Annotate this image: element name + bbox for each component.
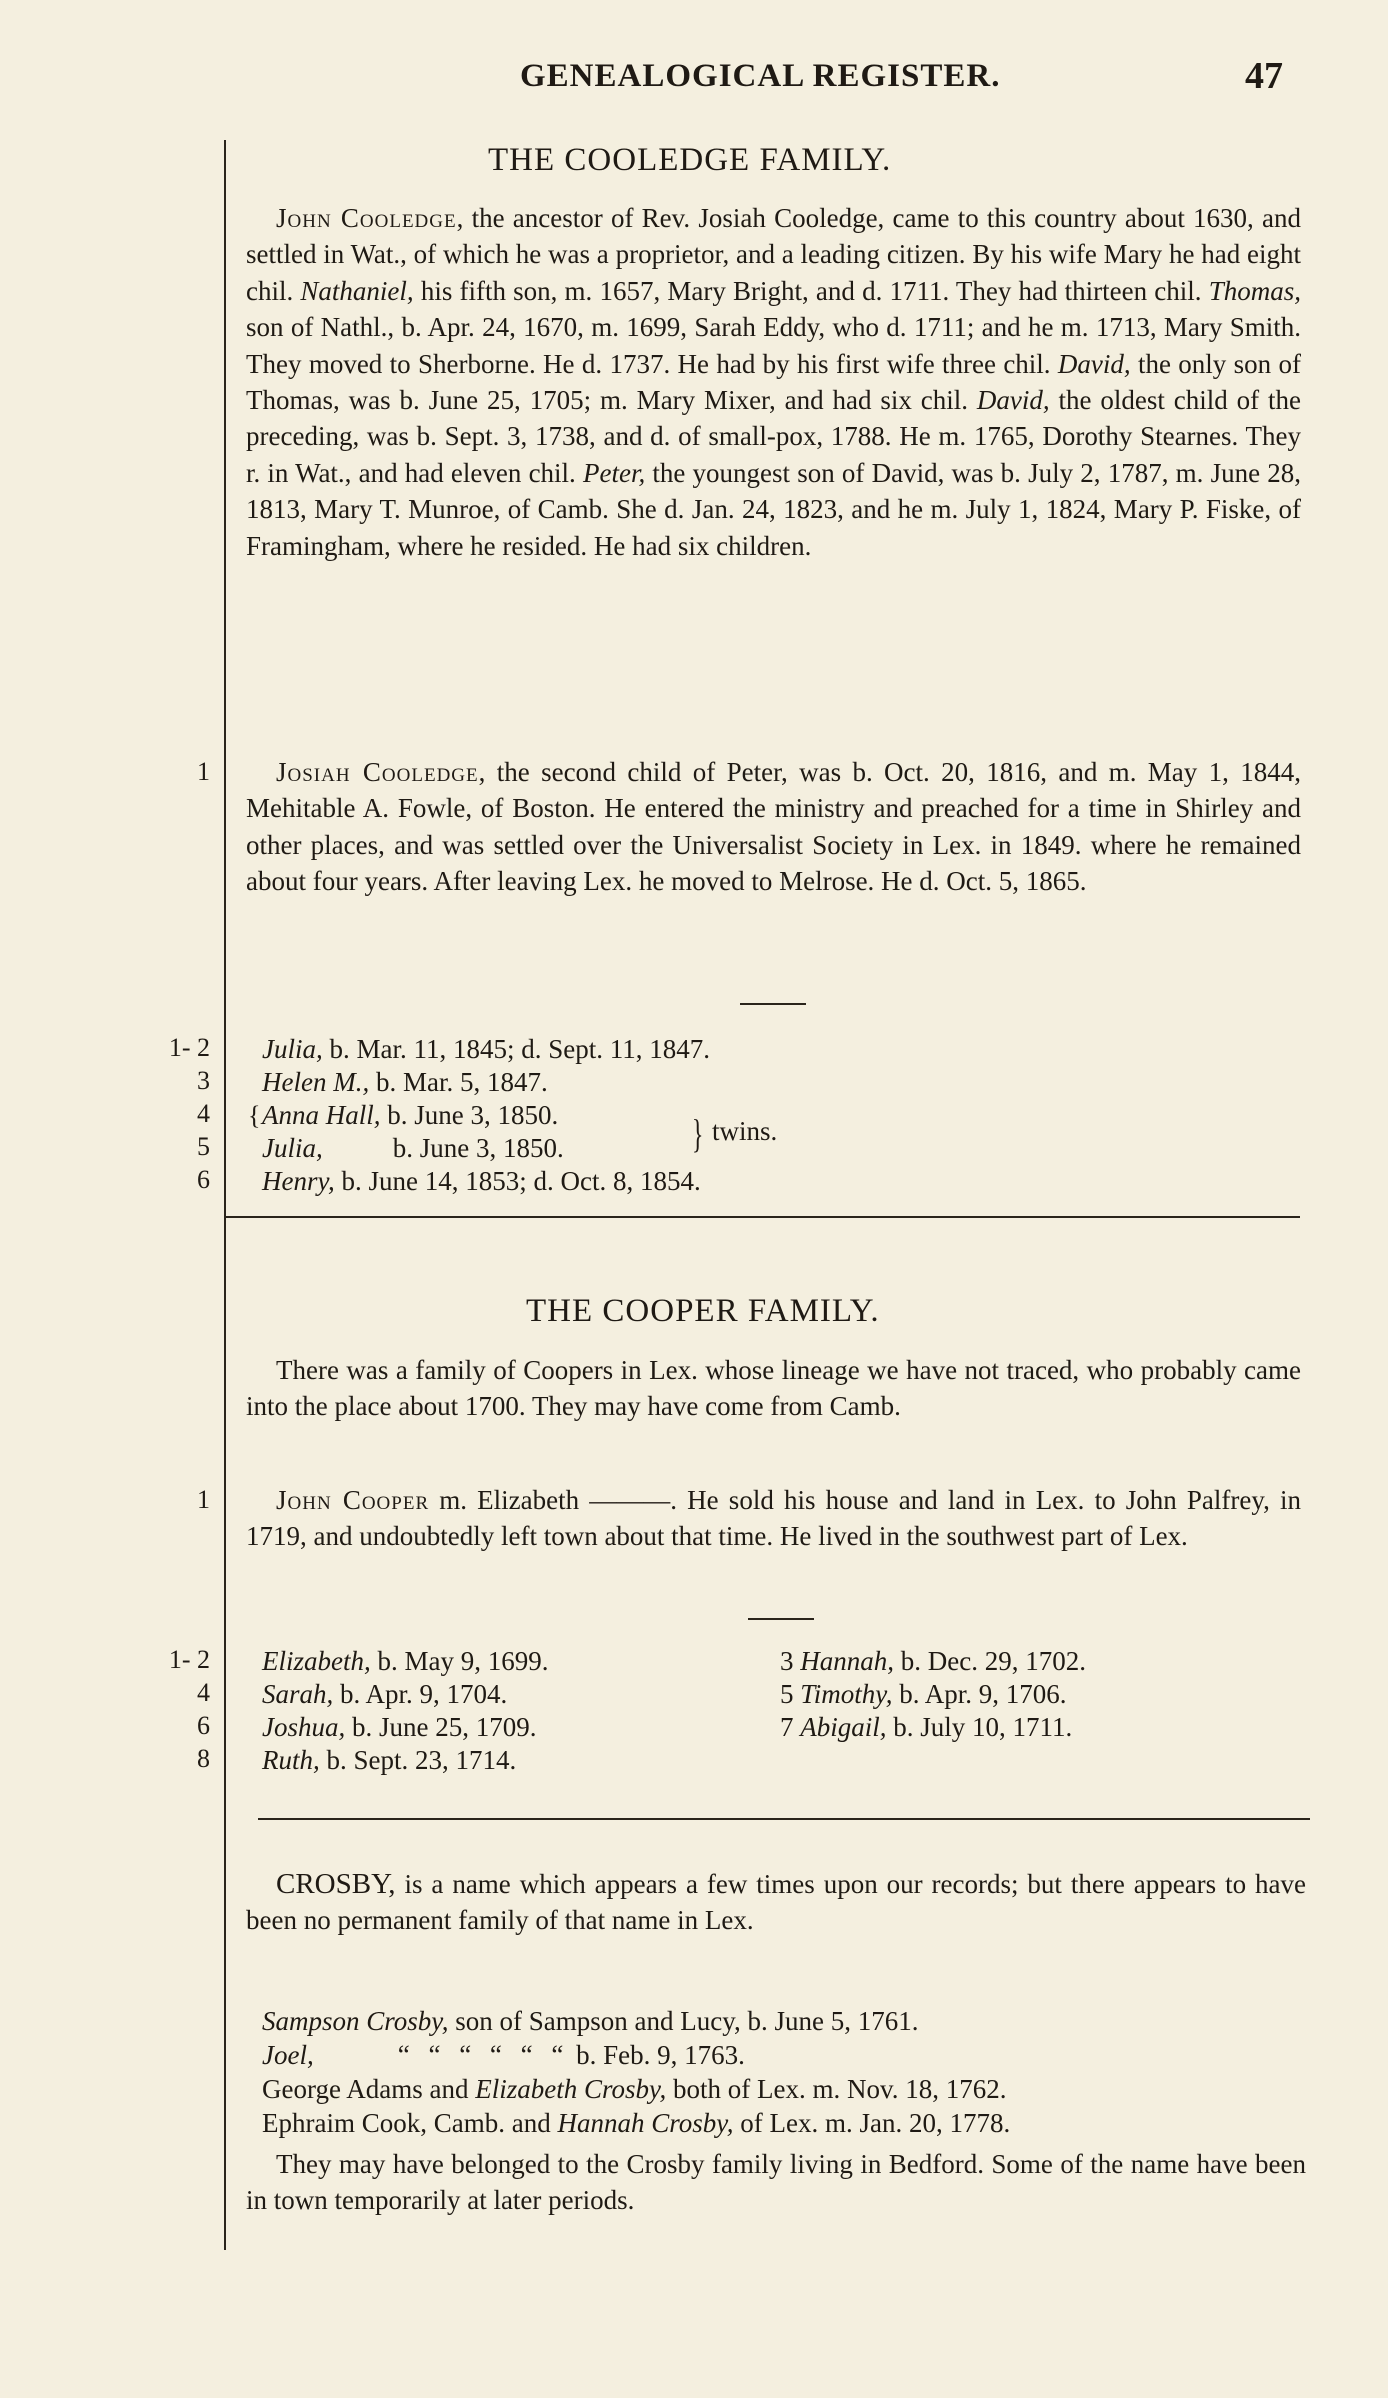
margin-number: 4 bbox=[197, 1678, 210, 1707]
john-cooper-paragraph: John Cooper m. Elizabeth ———. He sold his house and land in Lex. to John Palfrey, in 1719, and undoubtedly left town about that time. He lived in the southwest part of Lex. bbox=[246, 1485, 1301, 1552]
margin-number: 1- 2 bbox=[168, 1033, 210, 1062]
margin-number: 1 bbox=[197, 1485, 210, 1514]
cooledge-heading: THE COOLEDGE FAMILY. bbox=[488, 142, 892, 178]
person-name: Josiah Cooledge bbox=[276, 757, 479, 787]
page-header bbox=[0, 55, 1388, 108]
person-name: Thomas, bbox=[1208, 275, 1301, 306]
person-name: John Cooledge bbox=[276, 203, 457, 233]
crosby-closing-paragraph: They may have belonged to the Crosby family living in Bedford. Some of the name have been in town temporarily at later periods. bbox=[246, 2149, 1306, 2216]
child-entry: 5 Timothy, b. Apr. 9, 1706. bbox=[780, 1679, 1067, 1709]
child-entry: Helen M., b. Mar. 5, 1847. bbox=[262, 1067, 548, 1097]
page-number: 47 bbox=[1245, 55, 1283, 97]
child-entry: 3 Hannah, b. Dec. 29, 1702. bbox=[780, 1646, 1086, 1676]
margin-rule-upper bbox=[224, 140, 226, 1298]
section-divider bbox=[226, 1216, 1300, 1218]
child-entry: Joshua, b. June 25, 1709. bbox=[262, 1712, 537, 1742]
crosby-entry: Joel, “ “ “ “ “ “ b. Feb. 9, 1763. bbox=[262, 2040, 745, 2070]
section-divider bbox=[258, 1818, 1310, 1820]
ditto-marks: “ “ “ “ “ “ bbox=[397, 2040, 570, 2070]
margin-number: 1- 2 bbox=[168, 1645, 210, 1674]
cooper-heading: THE COOPER FAMILY. bbox=[526, 1293, 880, 1329]
margin-number: 8 bbox=[197, 1744, 210, 1773]
margin-number: 6 bbox=[197, 1165, 210, 1194]
brace-right: } bbox=[691, 1111, 704, 1156]
crosby-entry: Sampson Crosby, son of Sampson and Lucy, b. June 5, 1761. bbox=[262, 2006, 919, 2036]
cooper-intro-paragraph: There was a family of Coopers in Lex. whose lineage we have not traced, who probably came into the place about 1700. They may have come from Camb. bbox=[246, 1355, 1301, 1422]
child-entry: Sarah, b. Apr. 9, 1704. bbox=[262, 1679, 508, 1709]
short-divider bbox=[740, 1003, 806, 1005]
twins-label: twins. bbox=[712, 1116, 778, 1146]
short-divider bbox=[748, 1618, 814, 1620]
crosby-entry: George Adams and Elizabeth Crosby, both of Lex. m. Nov. 18, 1762. bbox=[262, 2074, 1007, 2104]
josiah-paragraph: Josiah Cooledge, the second child of Peter, was b. Oct. 20, 1816, and m. May 1, 1844, Mehitable A. Fowle, of Boston. He entered the ministry and preached for a time in Shirley and other places, and was settled over the Universalist Society in Lex. in 1849. where he remained about four years. After leaving Lex. he moved to Melrose. He d. Oct. 5, 1865. bbox=[246, 757, 1301, 897]
child-entry: Anna Hall, b. June 3, 1850. bbox=[262, 1100, 559, 1130]
person-name: John Cooper bbox=[276, 1485, 430, 1515]
margin-rule-lower bbox=[224, 1298, 226, 2250]
person-name: David, bbox=[976, 385, 1050, 416]
crosby-lead: CROSBY, bbox=[276, 1868, 396, 1900]
crosby-intro-paragraph: CROSBY, is a name which appears a few times upon our records; but there appears to have been no permanent family of that name in Lex. bbox=[246, 1868, 1306, 1936]
margin-number: 5 bbox=[197, 1132, 210, 1161]
running-title: GENEALOGICAL REGISTER. bbox=[520, 58, 1001, 94]
crosby-entry: Ephraim Cook, Camb. and Hannah Crosby, of Lex. m. Jan. 20, 1778. bbox=[262, 2108, 1011, 2138]
margin-number: 3 bbox=[197, 1066, 210, 1095]
child-entry: Julia, b. June 3, 1850. bbox=[262, 1133, 564, 1163]
child-entry: 7 Abigail, b. July 10, 1711. bbox=[780, 1712, 1073, 1742]
child-entry: Ruth, b. Sept. 23, 1714. bbox=[262, 1745, 517, 1775]
person-name: Nathaniel, bbox=[300, 275, 414, 306]
margin-number: 6 bbox=[197, 1711, 210, 1740]
child-entry: Julia, b. Mar. 11, 1845; d. Sept. 11, 1847. bbox=[262, 1034, 710, 1064]
margin-number: 4 bbox=[197, 1099, 210, 1128]
cooledge-intro-paragraph: John Cooledge, the ancestor of Rev. Josiah Cooledge, came to this country about 1630, and settled in Wat., of which he was a proprietor, and a leading citizen. By his wife Mary he had eight chil. Nathaniel, his fifth son, m. 1657, Mary Bright, and d. 1711. They had thirteen chil. Thomas, son of Nathl., b. Apr. 24, 1670, m. 1699, Sarah Eddy, who d. 1711; and he m. 1713, Mary Smith. They moved to Sherborne. He d. 1737. He had by his first wife three chil. David, the only son of Thomas, was b. June 25, 1705; m. Mary Mixer, and had six chil. David, the oldest child of the preceding, was b. Sept. 3, 1738, and d. of small-pox, 1788. He m. 1765, Dorothy Stearnes. They r. in Wat., and had eleven chil. Peter, the youngest son of David, was b. July 2, 1787, m. June 28, 1813, Mary T. Munroe, of Camb. She d. Jan. 24, 1823, and he m. July 1, 1824, Mary P. Fiske, of Framingham, where he resided. He had six children. bbox=[246, 203, 1301, 561]
person-name: David, bbox=[1057, 348, 1131, 379]
child-entry: Elizabeth, b. May 9, 1699. bbox=[262, 1646, 549, 1676]
person-name: Peter, bbox=[582, 457, 646, 488]
margin-number: 1 bbox=[197, 757, 210, 786]
brace-left: { bbox=[248, 1101, 261, 1130]
child-entry: Henry, b. June 14, 1853; d. Oct. 8, 1854. bbox=[262, 1166, 701, 1196]
